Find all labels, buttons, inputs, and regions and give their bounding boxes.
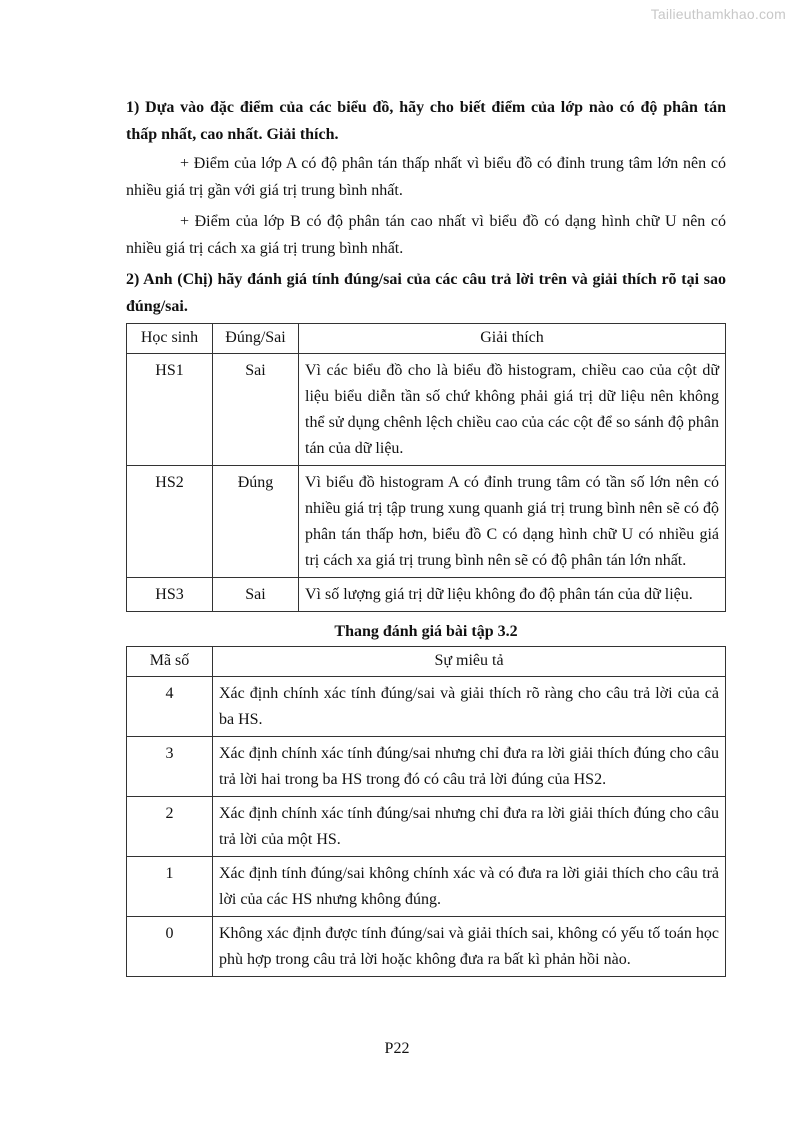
evaluation-table — [126, 323, 726, 612]
description-cell: Xác định chính xác tính đúng/sai nhưng chỉ đưa ra lời giải thích đúng cho câu trả lời của một HS. — [213, 797, 726, 857]
verdict-cell: Đúng — [213, 466, 299, 578]
code-cell: 1 — [127, 857, 213, 917]
student-cell: HS2 — [127, 466, 213, 578]
description-cell: Xác định tính đúng/sai không chính xác và có đưa ra lời giải thích cho câu trả lời của các HS nhưng không đúng. — [213, 857, 726, 917]
description-cell: Không xác định được tính đúng/sai và giải thích sai, không có yếu tố toán học phù hợp trong câu trả lời hoặc không đưa ra bất kì phản hồi nào. — [213, 917, 726, 977]
header-description: Sự miêu tả — [213, 647, 726, 677]
verdict-cell: Sai — [213, 354, 299, 466]
question-1: 1) Dựa vào đặc điểm của các biểu đồ, hãy cho biết điểm của lớp nào có độ phân tán thấp nhất, cao nhất. Giải thích. — [126, 99, 726, 143]
watermark: Tailieuthamkhao.com — [650, 6, 786, 22]
page-content — [126, 94, 726, 977]
table-row — [127, 677, 726, 737]
student-cell: HS1 — [127, 354, 213, 466]
rubric-table — [126, 646, 726, 977]
header-code: Mã số — [127, 647, 213, 677]
table-row — [127, 917, 726, 977]
table-row — [127, 466, 726, 578]
table-row — [127, 578, 726, 612]
answer-2: + Điểm của lớp B có độ phân tán cao nhất vì biểu đồ có dạng hình chữ U nên có nhiều giá trị cách xa giá trị trung bình nhất. — [126, 213, 726, 257]
description-cell: Xác định chính xác tính đúng/sai nhưng chỉ đưa ra lời giải thích đúng cho câu trả lời hai trong ba HS trong đó có câu trả lời đúng của HS2. — [213, 737, 726, 797]
table-row — [127, 737, 726, 797]
table-row — [127, 797, 726, 857]
code-cell: 2 — [127, 797, 213, 857]
table-row — [127, 857, 726, 917]
description-cell: Xác định chính xác tính đúng/sai và giải thích rõ ràng cho câu trả lời của cả ba HS. — [213, 677, 726, 737]
header-explanation: Giải thích — [299, 324, 726, 354]
code-cell: 3 — [127, 737, 213, 797]
page-number: P22 — [384, 1040, 410, 1057]
code-cell: 4 — [127, 677, 213, 737]
explanation-cell: Vì số lượng giá trị dữ liệu không đo độ phân tán của dữ liệu. — [299, 578, 726, 612]
table-row — [127, 354, 726, 466]
rubric-title: Thang đánh giá bài tập 3.2 — [334, 623, 518, 640]
code-cell: 0 — [127, 917, 213, 977]
question-2: 2) Anh (Chị) hãy đánh giá tính đúng/sai của các câu trả lời trên và giải thích rõ tại sao đúng/sai. — [126, 271, 726, 315]
header-verdict: Đúng/Sai — [213, 324, 299, 354]
explanation-cell: Vì biểu đồ histogram A có đỉnh trung tâm có tần số lớn nên có nhiều giá trị tập trung xung quanh giá trị trung bình nên sẽ có độ phân tán thấp hơn, biểu đồ C có dạng hình chữ U có nhiều giá trị cách xa giá trị trung bình nên sẽ có độ phân tán lớn nhất. — [299, 466, 726, 578]
table-header-row — [127, 324, 726, 354]
answer-1: + Điểm của lớp A có độ phân tán thấp nhất vì biểu đồ có đỉnh trung tâm lớn nên có nhiều giá trị gần với giá trị trung bình nhất. — [126, 155, 726, 199]
verdict-cell: Sai — [213, 578, 299, 612]
table-header-row — [127, 647, 726, 677]
explanation-cell: Vì các biểu đồ cho là biểu đồ histogram, chiều cao của cột dữ liệu biểu diễn tần số chứ không phải giá trị dữ liệu nên không thể sử dụng chênh lệch chiều cao của các cột để so sánh độ phân tán của dữ liệu. — [299, 354, 726, 466]
header-student: Học sinh — [127, 324, 213, 354]
student-cell: HS3 — [127, 578, 213, 612]
